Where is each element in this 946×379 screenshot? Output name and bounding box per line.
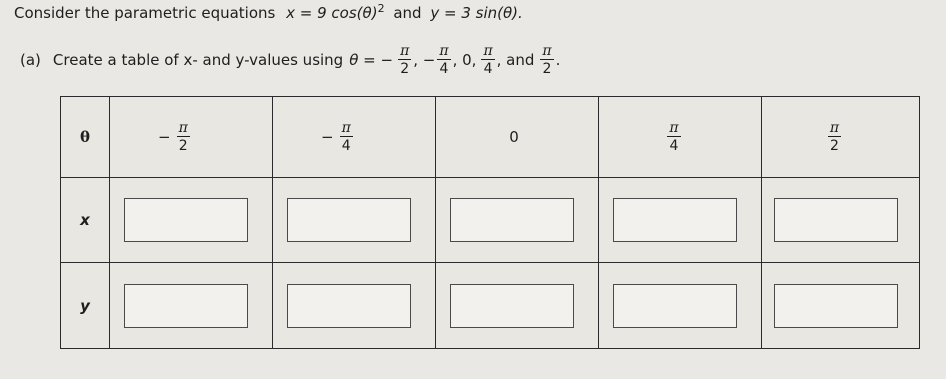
fraction-pi-over-4-b: $\frac{\pi}{4}$ <box>483 43 493 77</box>
x-input-3[interactable] <box>450 198 574 242</box>
table-header-row <box>61 97 919 178</box>
part-a-text: Create a table of x- and y-values using <box>52 51 344 69</box>
fraction-pi-over-2: $\frac{\pi}{2}$ <box>400 43 410 77</box>
header-col-2: − $\frac{\pi}{4}$ <box>273 97 436 177</box>
table-row-x <box>61 178 919 263</box>
y-row-label: y <box>80 297 90 315</box>
theta-header-cell <box>61 97 110 177</box>
x-exponent: 2 <box>377 2 385 15</box>
theta-equation: θ = − <box>349 51 394 69</box>
header-frac-2: $\frac{\pi}{4}$ <box>341 120 351 154</box>
separator-1: , − <box>413 51 436 69</box>
header-frac-1: $\frac{\pi}{2}$ <box>178 120 188 154</box>
y-input-5[interactable] <box>774 284 898 328</box>
x-input-5[interactable] <box>774 198 898 242</box>
end-period: . <box>555 51 561 69</box>
y-equation: y = 3 sin(θ). <box>430 4 523 22</box>
header-col-1: − $\frac{\pi}{2}$ <box>110 97 273 177</box>
header-frac-5: $\frac{\pi}{2}$ <box>829 120 840 154</box>
x-input-1[interactable] <box>124 198 248 242</box>
problem-statement <box>14 2 523 22</box>
y-input-1[interactable] <box>124 284 248 328</box>
separator-3: , and <box>496 51 535 69</box>
header-col-4 <box>599 97 762 177</box>
table-row-y <box>61 263 919 349</box>
x-row-label: x <box>80 211 90 229</box>
y-input-4[interactable] <box>613 284 737 328</box>
fraction-pi-over-2-b: $\frac{\pi}{2}$ <box>542 43 552 77</box>
y-input-3[interactable] <box>450 284 574 328</box>
x-input-4[interactable] <box>613 198 737 242</box>
y-row-header <box>61 263 110 349</box>
values-table <box>60 96 920 349</box>
header-col-3: 0 <box>436 97 599 177</box>
header-col-5 <box>762 97 919 177</box>
theta-header-label: θ <box>79 128 90 146</box>
fraction-pi-over-4: $\frac{\pi}{4}$ <box>439 43 449 77</box>
and-text: and <box>393 4 422 22</box>
x-input-2[interactable] <box>287 198 411 242</box>
part-a-label: (a) <box>20 51 41 69</box>
y-input-2[interactable] <box>287 284 411 328</box>
header-frac-4: $\frac{\pi}{4}$ <box>669 120 679 154</box>
x-equation: x = 9 cos(θ) <box>286 4 378 22</box>
x-row-header <box>61 178 110 262</box>
part-a-instruction <box>20 44 560 76</box>
separator-2: , 0, <box>452 51 477 69</box>
intro-text: Consider the parametric equations <box>14 4 276 22</box>
